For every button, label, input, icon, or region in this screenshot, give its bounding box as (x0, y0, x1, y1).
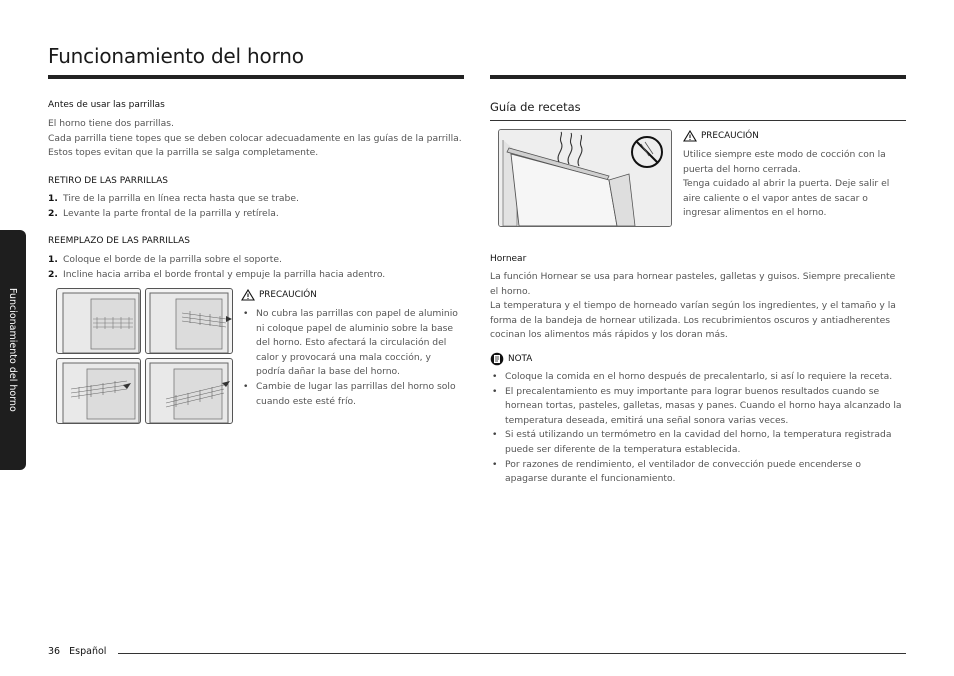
step-text: Tire de la parrilla en línea recta hasta que se trabe. (63, 193, 299, 204)
warning-icon (241, 289, 255, 301)
before-text (48, 117, 468, 161)
list-item (48, 192, 468, 207)
note-label (490, 352, 532, 366)
rack-illustration-2 (145, 288, 233, 354)
page-footer (48, 646, 106, 657)
rack-illustration-4 (145, 358, 233, 424)
list-item: • Por razones de rendimiento, el ventilador de convección puede encenderse o apagarse durante el funcionamiento. (490, 458, 906, 487)
before-line: Estos topes evitan que la parrilla se salga completamente. (48, 147, 319, 159)
step-text: Coloque el borde de la parrilla sobre el soporte. (63, 254, 282, 265)
left-caution-label (241, 289, 317, 301)
oven-rack-insert-illustration (57, 359, 141, 424)
bake-paragraph: La temperatura y el tiempo de horneado varían según los ingredientes, y el tamaño y la forma de la bandeja de hornear utilizada. Los recubrimientos oscuros y antiadherentes cocinan los alimentos más rápidos y los doran más. (490, 300, 896, 341)
section-rule (490, 120, 906, 121)
note-list (490, 370, 906, 487)
list-item: • Coloque la comida en el horno después de precalentarlo, si así lo requiere la receta. (490, 370, 906, 385)
step-text: Incline hacia arriba el borde frontal y empuje la parrilla hacia adentro. (63, 268, 386, 280)
footer-language: Español (69, 646, 107, 657)
before-heading: Antes de usar las parrillas (48, 100, 165, 110)
warning-icon (683, 130, 697, 142)
caution-label-text: PRECAUCIÓN (701, 131, 759, 141)
title-rule-left (48, 75, 464, 79)
oven-door-illustration (498, 129, 672, 227)
step-number: 2. (48, 207, 58, 219)
step-number: 1. (48, 254, 58, 265)
list-item: • Cambie de lugar las parrillas del horno solo cuando este esté frío. (241, 380, 463, 409)
rack-illustration-3 (56, 358, 141, 424)
replace-steps (48, 253, 468, 282)
page-title: Funcionamiento del horno (48, 44, 304, 68)
before-line: Cada parrilla tiene topes que se deben colocar adecuadamente en las guías de la parrilla. (48, 132, 462, 144)
note-icon (490, 352, 504, 366)
oven-rack-angle-illustration (146, 359, 233, 424)
bake-paragraph: La función Hornear se usa para hornear pasteles, galletas y guisos. Siempre precaliente el horno. (490, 271, 896, 297)
caution-line: Tenga cuidado al abrir la puerta. Deje salir el aire caliente o el vapor antes de sacar o ingresar alimentos en el horno. (683, 178, 890, 219)
caution-line: Utilice siempre este modo de cocción con la puerta del horno cerrada. (683, 149, 886, 175)
right-caution-text (683, 148, 905, 221)
step-number: 2. (48, 268, 58, 280)
bake-heading: Hornear (490, 254, 527, 264)
left-caution-list (241, 307, 463, 409)
side-chapter-tab[interactable] (0, 230, 26, 470)
right-caution-label (683, 130, 759, 142)
list-item (48, 253, 468, 268)
section-title-recipe-guide: Guía de recetas (490, 100, 581, 114)
title-rule-right (490, 75, 906, 79)
note-label-text: NOTA (508, 354, 533, 364)
list-item: • No cubra las parrillas con papel de aluminio ni coloque papel de aluminio sobre la base del horno. Esto afectará la circulación del calor y provocará una mala cocción, y podría dañar la base del horno. (241, 307, 463, 380)
list-item: • El precalentamiento es muy importante para lograr buenos resultados cuando se hornean tortas, pasteles, galletas, masas y panes. Cuando el horno haya alcanzado la temperatura deseada, emitirá una señal sonora varias veces. (490, 385, 906, 429)
list-item: • Si está utilizando un termómetro en la cavidad del horno, la temperatura registrada puede ser diferente de la temperatura establecida. (490, 428, 906, 457)
oven-rack-pull-illustration (146, 289, 233, 354)
side-tab-label: Funcionamiento del horno (7, 288, 18, 412)
list-item (48, 268, 468, 283)
oven-rack-illustration (57, 289, 141, 354)
footer-rule (118, 653, 906, 654)
bake-text (490, 270, 906, 343)
caution-label-text: PRECAUCIÓN (259, 290, 317, 300)
page-number: 36 (48, 646, 61, 657)
replace-heading: REEMPLAZO DE LAS PARRILLAS (48, 236, 191, 246)
step-number: 1. (48, 193, 58, 204)
before-line: El horno tiene dos parrillas. (48, 118, 174, 129)
list-item (48, 207, 468, 222)
removal-steps (48, 192, 468, 221)
rack-illustration-1 (56, 288, 141, 354)
removal-heading: RETIRO DE LAS PARRILLAS (48, 176, 168, 186)
step-text: Levante la parte frontal de la parrilla y retírela. (63, 207, 279, 219)
oven-door-hot-steam-illustration (499, 130, 672, 227)
